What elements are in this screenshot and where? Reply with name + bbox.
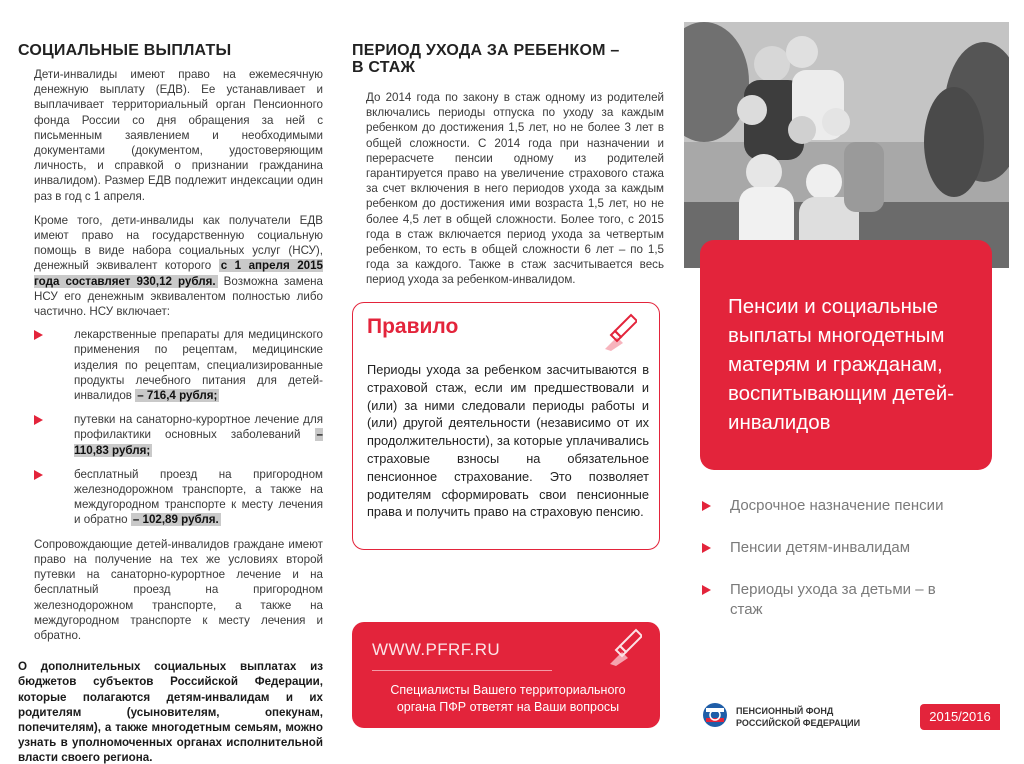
website-box	[352, 622, 660, 728]
bullet-triangle-icon	[702, 501, 711, 511]
topic-label: Пенсии детям-инвалидам	[730, 539, 911, 556]
website-caption: Специалисты Вашего территориального органа ПФР ответят на Ваши вопросы	[390, 683, 626, 714]
cover-title-panel	[700, 240, 992, 470]
nsu-list	[34, 327, 323, 527]
list-item-amount: – 716,4 рубля;	[137, 389, 218, 403]
edv-paragraph: Дети-инвалиды имеют право на ежемесячную денежную выплату (ЕДВ). Ее устанавливает и выплачивает территориальный орган Пенсионного фонда России со дня обращения за ней с письменным заявлением и необходимыми документами (документом, удостоверяющим личность, и справкой о признании гражданина инвалидом). Размер ЕДВ подлежит индексации один раз в год с 1 апреля.	[34, 68, 323, 203]
rule-title: Правило	[367, 315, 459, 338]
rule-text: Периоды ухода за ребенком засчитываются в страховой стаж, если им предшествовали и (или) за ними следовали периоды работы и (или) другой деятельности (независимо от их продолжительности), за которые уплачивались страховые взносы на обязательное пенсионное страхование. Это позволяет родителям сформировать свои пенсионные права и получить право на страховую пенсию.	[367, 362, 649, 520]
list-item	[702, 496, 972, 516]
childcare-column	[352, 42, 664, 288]
list-item-text: путевки на санаторно-курортное лечение для профилактики основных заболеваний	[74, 413, 323, 442]
topic-label: Досрочное назначение пенсии	[730, 497, 944, 514]
pfr-logo-icon	[702, 702, 728, 728]
bullet-triangle-icon	[702, 585, 711, 595]
regional-payments-note: О дополнительных социальных выплатах из бюджетов субъектов Российской Федерации, которые полагаются детям-инвалидам и их родителям (усыновителям, опекунам, попечителям), а также многодетным семьям, можно узнать в уполномоченных органах исполнительной власти своего региона.	[18, 660, 323, 764]
nsu-paragraph	[34, 213, 323, 319]
org-name	[736, 705, 860, 729]
highlighter-marker-icon	[603, 311, 637, 351]
nsu-text-before: Кроме того, дети-инвалиды как получатели ЕДВ имеют право на государственную социальную помощь в виде набора социальных услуг (НСУ), денежный эквивалент которого	[34, 213, 323, 273]
childcare-paragraph: До 2014 года по закону в стаж одному из родителей включались периоды отпуска по уходу за каждым ребенком до достижения 1,5 лет, но не более 3 лет в общей сложности. С 2014 года при назначении и перерасчете пенсии одному из родителей гарантируется право на увеличение страхового стажа за счет включения в него периодов ухода за каждым ребенком до достижения ими возраста 1,5 лет, но не более 4,5 лет в общей сложности. Более того, с 2015 года в стаж включается период ухода за четвертым ребенком, то есть в общей сложности 6 лет – по 1,5 года за каждого. Также в стаж засчитывается весь период ухода за ребенком-инвалидом.	[366, 91, 664, 287]
list-item-text: лекарственные препараты для медицинского применения по рецептам, медицинские изделия по рецептам, специализированные продукты лечебного питания для детей-инвалидов	[74, 328, 323, 403]
family-photo	[684, 22, 1009, 268]
website-divider	[372, 670, 552, 671]
nsu-text-after: Возможна замена НСУ его денежным эквивалентом полностью либо частично. НСУ включает:	[34, 274, 323, 319]
childcare-heading: ПЕРИОД УХОДА ЗА РЕБЕНКОМ – В СТАЖ	[352, 42, 620, 76]
list-item-amount: – 102,89 рубля.	[132, 513, 219, 527]
bullet-triangle-icon	[702, 543, 711, 553]
bullet-triangle-icon	[34, 470, 43, 480]
list-item-amount: – 110,83 рубля;	[74, 428, 323, 457]
topic-label: Периоды ухода за детьми – в стаж	[730, 581, 936, 618]
highlighter-marker-icon	[608, 626, 642, 666]
list-item	[702, 580, 972, 620]
cover-column	[684, 22, 1009, 752]
org-name-line1: ПЕНСИОННЫЙ ФОНД	[736, 706, 834, 716]
rule-box	[352, 302, 660, 550]
list-item	[34, 467, 323, 528]
family-photo-illustration	[684, 22, 1009, 268]
year-badge	[920, 704, 1000, 730]
social-payments-column	[18, 42, 323, 764]
website-link[interactable]: WWW.PFRF.RU	[372, 640, 501, 659]
social-payments-heading: СОЦИАЛЬНЫЕ ВЫПЛАТЫ	[18, 42, 232, 59]
org-name-line2: РОССИЙСКОЙ ФЕДЕРАЦИИ	[736, 718, 861, 728]
brochure-title: Пенсии и социальные выплаты многодетным матерям и гражданам, воспитывающим детей-инвалидов	[728, 295, 955, 434]
list-item	[34, 412, 323, 458]
year-label: 2015/2016	[929, 709, 991, 724]
list-item	[34, 327, 323, 403]
companions-paragraph: Сопровождающие детей-инвалидов граждане имеют право на получение на тех же условиях второй путевки на санаторно-курортное лечение и на бесплатный проезд на пригородном железнодорожном транспорте, а также на междугородном транспорте к месту лечения и обратно.	[34, 537, 323, 642]
nsu-amount-highlight: с 1 апреля 2015 года составляет 930,12 рубля.	[34, 259, 323, 288]
bullet-triangle-icon	[34, 415, 43, 425]
list-item-text: бесплатный проезд на пригородном железнодорожном транспорте, а также на междугородном транспорте к месту лечения и обратно	[74, 467, 323, 527]
bullet-triangle-icon	[34, 330, 43, 340]
topics-list	[702, 496, 972, 642]
list-item	[702, 538, 972, 558]
